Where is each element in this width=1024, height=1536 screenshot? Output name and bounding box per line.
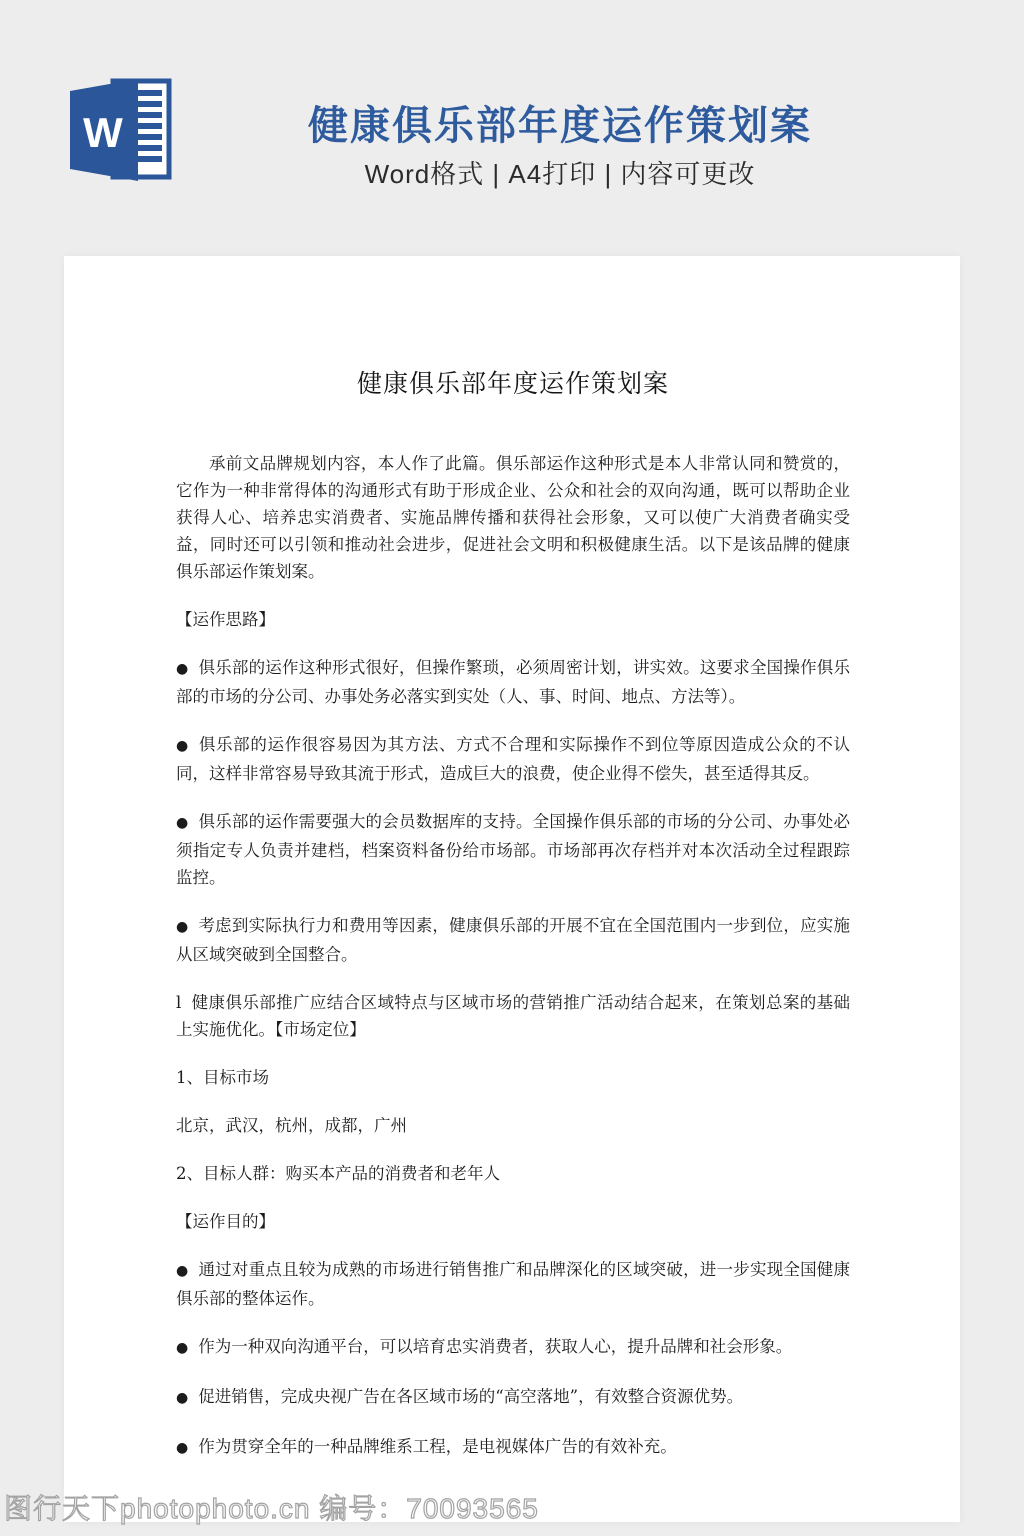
doc-paragraph-bullet: ● 考虑到实际执行力和费用等因素，健康俱乐部的开展不宜在全国范围内一步到位，应实施从区域突破到全国整合。	[176, 916, 851, 964]
preview-header	[0, 0, 1024, 230]
doc-paragraph-bullet: ● 通过对重点且较为成熟的市场进行销售推广和品牌深化的区域突破，进一步实现全国健康俱乐部的整体运作。	[176, 1260, 851, 1308]
doc-paragraph-plain: 1、目标市场	[176, 1068, 269, 1087]
doc-paragraph-bullet: ● 作为贯穿全年的一种品牌维系工程，是电视媒体广告的有效补充。	[176, 1437, 677, 1456]
bullet-marker: l	[176, 993, 182, 1012]
document-body	[176, 450, 850, 1462]
bullet-marker: ●	[176, 1340, 189, 1356]
document-title: 健康俱乐部年度运作策划案	[356, 369, 669, 398]
doc-paragraph-heading: 【运作目的】	[176, 1212, 275, 1231]
bullet-marker: ●	[176, 1263, 189, 1279]
word-icon-letter: W	[83, 109, 123, 156]
doc-paragraph-bullet: ● 俱乐部的运作这种形式很好，但操作繁琐，必须周密计划，讲实效。这要求全国操作俱乐部的市场的分公司、办事处务必落实到实处（人、事、时间、地点、方法等）。	[176, 658, 851, 706]
doc-paragraph-bullet: ● 俱乐部的运作很容易因为其方法、方式不合理和实际操作不到位等原因造成公众的不认同，这样非常容易导致其流于形式，造成巨大的浪费，使企业得不偿失，甚至适得其反。	[176, 735, 851, 783]
template-title: 健康俱乐部年度运作策划案	[308, 104, 812, 148]
bullet-marker: ●	[176, 1390, 189, 1406]
bullet-marker: ●	[176, 815, 189, 831]
doc-paragraph-heading: 【运作思路】	[176, 610, 275, 629]
doc-paragraph-indent: 承前文品牌规划内容，本人作了此篇。俱乐部运作这种形式是本人非常认同和赞赏的，它作为一种非常得体的沟通形式有助于形成企业、公众和社会的双向沟通，既可以帮助企业获得人心、培养忠实消费者、实施品牌传播和获得社会形象，又可以使广大消费者确实受益，同时还可以引领和推动社会进步，促进社会文明和积极健康生活。以下是该品牌的健康俱乐部运作策划案。	[176, 454, 850, 581]
site-watermark: 图行天下photophoto.cn 编号：70093565	[4, 1493, 539, 1524]
bullet-marker: ●	[176, 919, 189, 935]
doc-paragraph-bullet: ● 促进销售，完成央视广告在各区域市场的“高空落地”，有效整合资源优势。	[176, 1387, 744, 1406]
doc-paragraph-bullet: ● 俱乐部的运作需要强大的会员数据库的支持。全国操作俱乐部的市场的分公司、办事处必须指定专人负责并建档，档案资料备份给市场部。市场部再次存档并对本次活动全过程跟踪监控。	[176, 812, 851, 887]
doc-paragraph-plain: 2、目标人群：购买本产品的消费者和老年人	[176, 1164, 500, 1183]
document-page	[64, 256, 960, 1522]
doc-paragraph-plain: l 健康俱乐部推广应结合区域特点与区域市场的营销推广活动结合起来，在策划总案的基础上实施优化。【市场定位】	[176, 993, 850, 1039]
bullet-marker: ●	[176, 1440, 189, 1456]
doc-paragraph-plain: 北京，武汉，杭州，成都，广州	[176, 1116, 407, 1135]
bullet-marker: ●	[176, 738, 189, 754]
doc-paragraph-bullet: ● 作为一种双向沟通平台，可以培育忠实消费者，获取人心，提升品牌和社会形象。	[176, 1337, 793, 1356]
bullet-marker: ●	[176, 661, 189, 677]
template-subtitle: Word格式 | A4打印 | 内容可更改	[364, 159, 756, 189]
